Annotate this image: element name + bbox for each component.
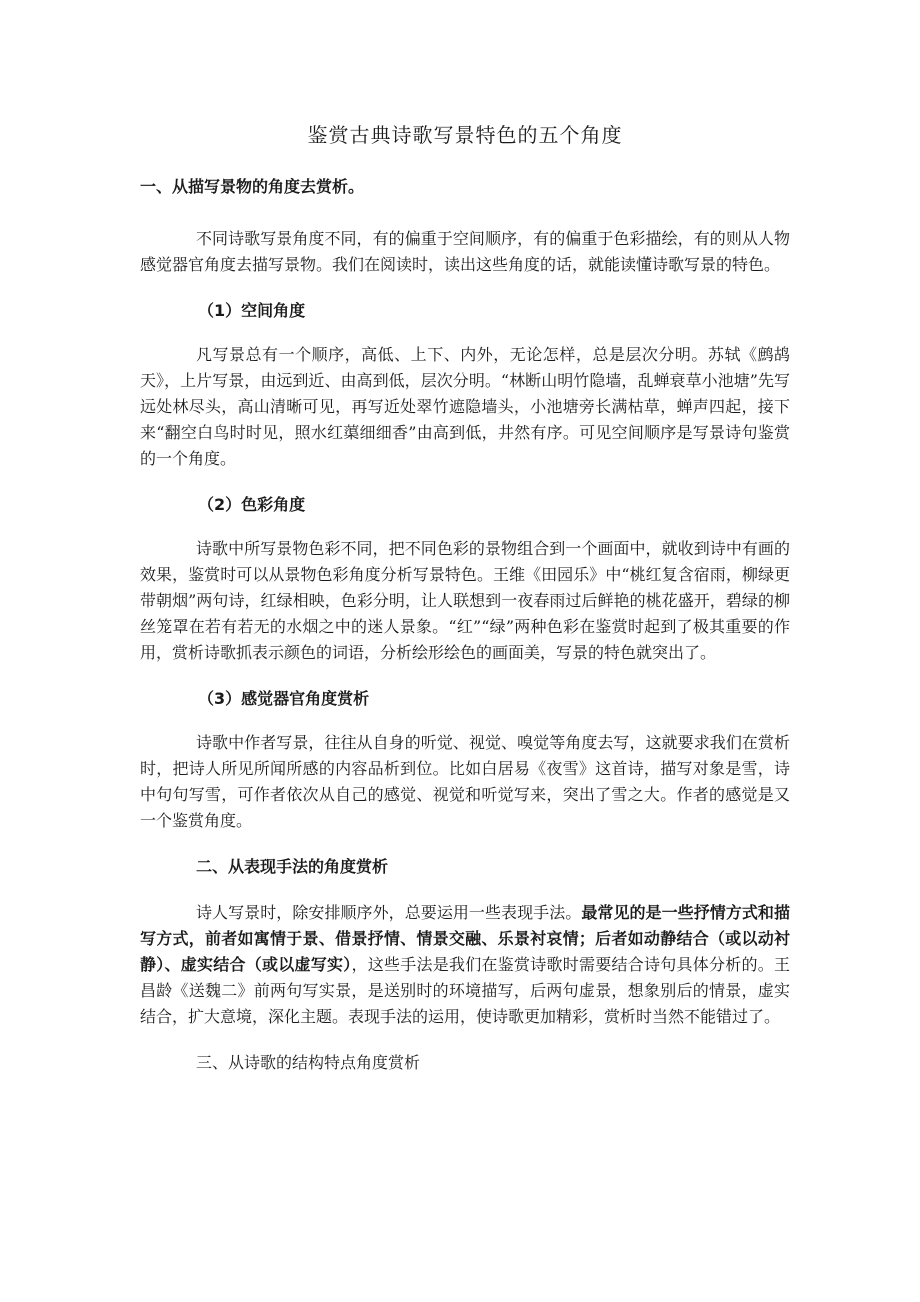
section1-intro: 不同诗歌写景角度不同，有的偏重于空间顺序，有的偏重于色彩描绘，有的则从人物感觉器官角度去描写景物。我们在阅读时，读出这些角度的话，就能读懂诗歌写景的特色。 (140, 229, 790, 274)
section3-heading: 三、从诗歌的结构特点角度赏析 (196, 1053, 421, 1072)
sub2-heading: （2）色彩角度 (198, 495, 306, 514)
sub3-heading: （3）感觉器官角度赏析 (198, 689, 370, 708)
section2-text-bold: 最常见的是一些抒情方式和描写方式，前者如寓情于景、借景抒情、情景交融、乐景衬哀情；后者如动静结合（或以动衬静）、虚实结合（或以虚写实） (140, 903, 790, 974)
section2-heading: 二、从表现手法的角度赏析 (196, 857, 389, 876)
section2-text-after: ，这些手法是我们在鉴赏诗歌时需要结合诗句具体分析的。王昌龄《送魏二》前两句写实景，是送别时的环境描写，后两句虚景，想象别后的情景，虚实结合，扩大意境，深化主题。表现手法的运用，使诗歌更加精彩，赏析时当然不能错过了。 (140, 955, 790, 1026)
document-title: 鉴赏古典诗歌写景特色的五个角度 (307, 123, 623, 147)
sub2-paragraph: 诗歌中所写景物色彩不同，把不同色彩的景物组合到一个画面中，就收到诗中有画的效果，鉴赏时可以从景物色彩角度分析写景特色。王维《田园乐》中“桃红复含宿雨，柳绿更带朝烟”两句诗，红绿相映，色彩分明，让人联想到一夜春雨过后鲜艳的桃花盛开，碧绿的柳丝笼罩在若有若无的水烟之中的迷人景象。“红”“绿”两种色彩在鉴赏时起到了极其重要的作用，赏析诗歌抓表示颜色的词语，分析绘形绘色的画面美，写景的特色就突出了。 (140, 539, 790, 662)
section2-text-before: 诗人写景时，除安排顺序外，总要运用一些表现手法。 (196, 903, 582, 922)
section2-paragraph (140, 900, 790, 1030)
sub1-paragraph: 凡写景总有一个顺序，高低、上下、内外，无论怎样，总是层次分明。苏轼《鹧鸪天》，上片写景，由远到近、由高到低，层次分明。“林断山明竹隐墙，乱蝉衰草小池塘”先写远处林尽头，高山清晰可见，再写近处翠竹遮隐墙头，小池塘旁长满枯草，蝉声四起，接下来“翻空白鸟时时见，照水红蕖细细香”由高到低，井然有序。可见空间顺序是写景诗句鉴赏的一个角度。 (140, 345, 790, 468)
document-page (140, 118, 790, 1096)
sub1-heading: （1）空间角度 (198, 301, 306, 320)
sub3-paragraph: 诗歌中作者写景，往往从自身的听觉、视觉、嗅觉等角度去写，这就要求我们在赏析时，把诗人所见所闻所感的内容品析到位。比如白居易《夜雪》这首诗，描写对象是雪，诗中句句写雪，可作者依次从自己的感觉、视觉和听觉写来，突出了雪之大。作者的感觉是又一个鉴赏角度。 (140, 733, 790, 830)
section1-heading: 一、从描写景物的角度去赏析。 (140, 177, 365, 196)
